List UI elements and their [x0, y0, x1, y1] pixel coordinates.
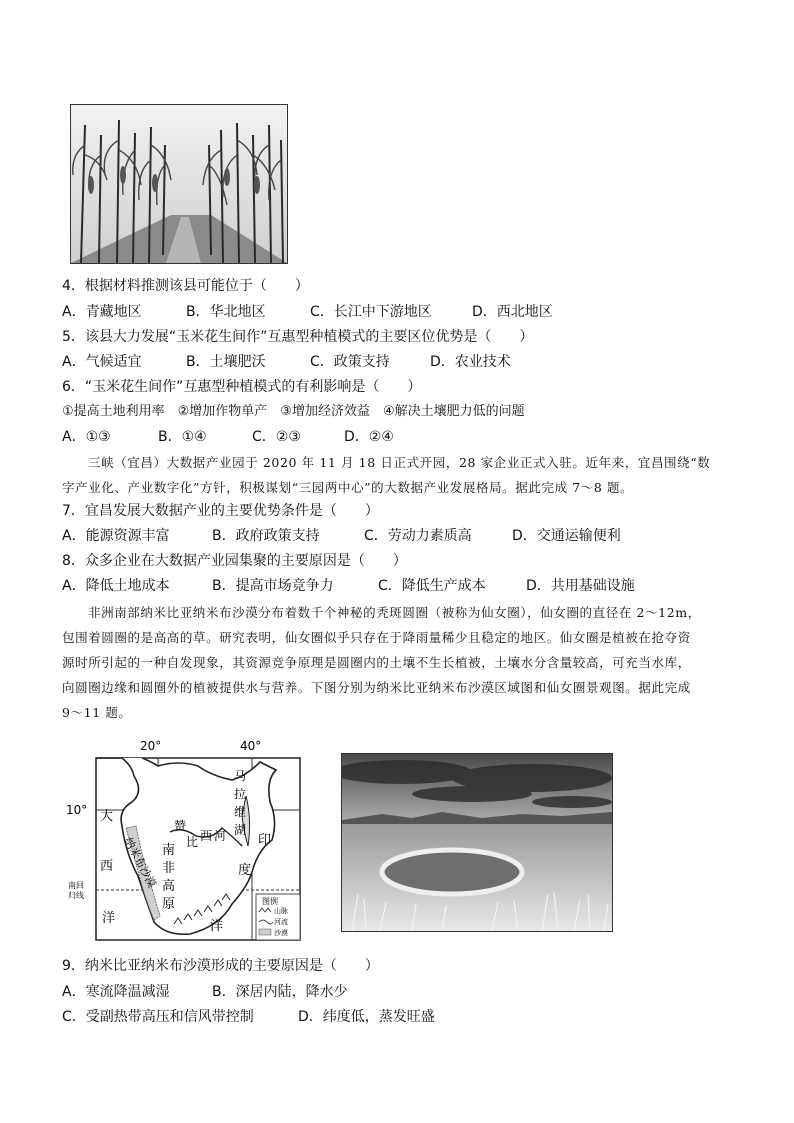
- label-tropic-2: 归线: [68, 891, 84, 900]
- q8-option-b[interactable]: B．提高市场竞争力: [212, 578, 334, 594]
- q7-option-a[interactable]: A．能源资源丰富: [62, 528, 170, 544]
- label-plateau-4: 原: [162, 897, 176, 912]
- q9-option-d[interactable]: D．纬度低，蒸发旺盛: [298, 1009, 435, 1025]
- label-malawi-2: 拉: [234, 787, 247, 801]
- map-legend: [256, 894, 300, 940]
- label-malawi-1: 马: [234, 769, 247, 783]
- label-atlantic-2: 西: [100, 859, 114, 874]
- cornfield-photo: [70, 104, 288, 264]
- label-atlantic-1: 大: [100, 809, 114, 824]
- fairy-circle-illustration: [342, 754, 612, 931]
- cornfield-illustration: [71, 105, 287, 263]
- label-namib-desert: 纳米布沙漠: [121, 835, 159, 890]
- legend-river: 河流: [274, 918, 288, 926]
- q5-option-c[interactable]: C．政策支持: [310, 354, 390, 370]
- q8-stem: 8．众多企业在大数据产业园集聚的主要原因是（ ）: [62, 553, 407, 569]
- passage-yichang-line2: 字产业化、产业数字化”方针，积极谋划“三园两中心”的大数据产业发展格局。据此完成 7～8 题。: [62, 480, 634, 495]
- q8-option-a[interactable]: A．降低土地成本: [62, 578, 170, 594]
- passage-yichang: [62, 450, 742, 500]
- fairy-circle-bare-patch: [382, 850, 522, 894]
- fairy-circle-photo: [341, 753, 613, 932]
- q7-option-c[interactable]: C．劳动力素质高: [364, 528, 472, 544]
- q5-option-d[interactable]: D．农业技术: [430, 354, 511, 370]
- label-indian-1: 印: [258, 833, 272, 848]
- legend-desert-symbol: [259, 929, 271, 935]
- legend-desert: 沙漠: [274, 929, 288, 937]
- q6-stem: 6．“玉米花生间作”互惠型种植模式的有利影响是（ ）: [62, 379, 422, 395]
- q9-option-c[interactable]: C．受副热带高压和信风带控制: [62, 1009, 254, 1025]
- q5-option-a[interactable]: A．气候适宜: [62, 354, 142, 370]
- passage-fairy-line1: 非洲南部纳米比亚纳米布沙漠分布着数千个神秘的秃斑圆圈（被称为仙女圈），仙女圈的直径在 2～12m，: [88, 605, 701, 620]
- q5-stem: 5．该县大力发展“玉米花生间作”互惠型种植模式的主要区位优势是（ ）: [62, 329, 534, 345]
- q4-option-d[interactable]: D．西北地区: [472, 304, 553, 320]
- q4-option-c[interactable]: C．长江中下游地区: [310, 304, 432, 320]
- label-lon-40: 40°: [240, 739, 262, 753]
- q9-stem: 9．纳米比亚纳米布沙漠形成的主要原因是（ ）: [62, 958, 379, 974]
- label-indian-3: 洋: [210, 919, 224, 934]
- label-plateau-2: 非: [162, 861, 176, 876]
- label-zambezi-2: 比: [186, 835, 199, 849]
- q6-statements: ①提高土地利用率 ②增加作物单产 ③增加经济效益 ④解决土壤肥力低的问题: [62, 404, 525, 419]
- label-zambezi-3: 西: [200, 829, 213, 843]
- passage-fairy-circles: [62, 600, 742, 725]
- q7-option-b[interactable]: B．政府政策支持: [212, 528, 320, 544]
- passage-fairy-line4: 向圆圈边缘和圆圈外的植被提供水与营养。下图分别为纳米比亚纳米布沙漠区域图和仙女圈景观图。据此完成: [62, 680, 691, 695]
- label-zambezi-1: 赞: [174, 819, 187, 833]
- label-plateau-3: 高: [162, 879, 176, 894]
- q8-option-d[interactable]: D．共用基础设施: [526, 578, 635, 594]
- label-lon-20: 20°: [140, 739, 162, 753]
- q4-option-b[interactable]: B．华北地区: [186, 304, 266, 320]
- q4-option-a[interactable]: A．青藏地区: [62, 304, 142, 320]
- q4-stem: 4．根据材料推测该县可能位于（ ）: [62, 278, 309, 294]
- q9-option-a[interactable]: A．寒流降温减湿: [62, 984, 170, 1000]
- q9-option-b[interactable]: B．深居内陆，降水少: [212, 984, 348, 1000]
- legend-title: 图例: [262, 897, 278, 906]
- label-zambezi-4: 河: [214, 829, 227, 843]
- q7-option-d[interactable]: D．交通运输便利: [512, 528, 621, 544]
- q5-option-b[interactable]: B．土壤肥沃: [186, 354, 266, 370]
- label-tropic-1: 南回: [68, 881, 84, 890]
- legend-mountain: 山脉: [274, 907, 288, 915]
- label-atlantic-3: 洋: [102, 911, 116, 926]
- passage-fairy-line2: 包围着圆圈的是高高的草。研究表明，仙女圈似乎只存在于降雨量稀少且稳定的地区。仙女圈是植被在抢夺资: [62, 630, 691, 645]
- label-lat-10: 10°: [66, 803, 88, 817]
- label-malawi-4: 湖: [234, 823, 247, 837]
- q6-option-d[interactable]: D．②④: [344, 429, 394, 445]
- label-malawi-3: 维: [234, 805, 247, 819]
- q7-stem: 7．宜昌发展大数据产业的主要优势条件是（ ）: [62, 503, 379, 519]
- passage-yichang-line1: 三峡（宜昌）大数据产业园于 2020 年 11 月 18 日正式开园，28 家企业正式入驻。近年来，宜昌围绕“数: [88, 455, 711, 470]
- q6-option-b[interactable]: B．①④: [158, 429, 207, 445]
- q6-option-a[interactable]: A．①③: [62, 429, 111, 445]
- q6-option-c[interactable]: C．②③: [252, 429, 301, 445]
- passage-fairy-line5: 9～11 题。: [62, 705, 132, 720]
- q8-option-c[interactable]: C．降低生产成本: [378, 578, 486, 594]
- passage-fairy-line3: 源时所引起的一种自发现象，其资源竞争原理是圆圈内的土壤不生长植被，土壤水分含量较高，可充当水库，: [62, 655, 691, 670]
- label-indian-2: 度: [238, 863, 252, 878]
- southern-africa-map: [62, 736, 306, 942]
- label-plateau-1: 南: [162, 843, 176, 858]
